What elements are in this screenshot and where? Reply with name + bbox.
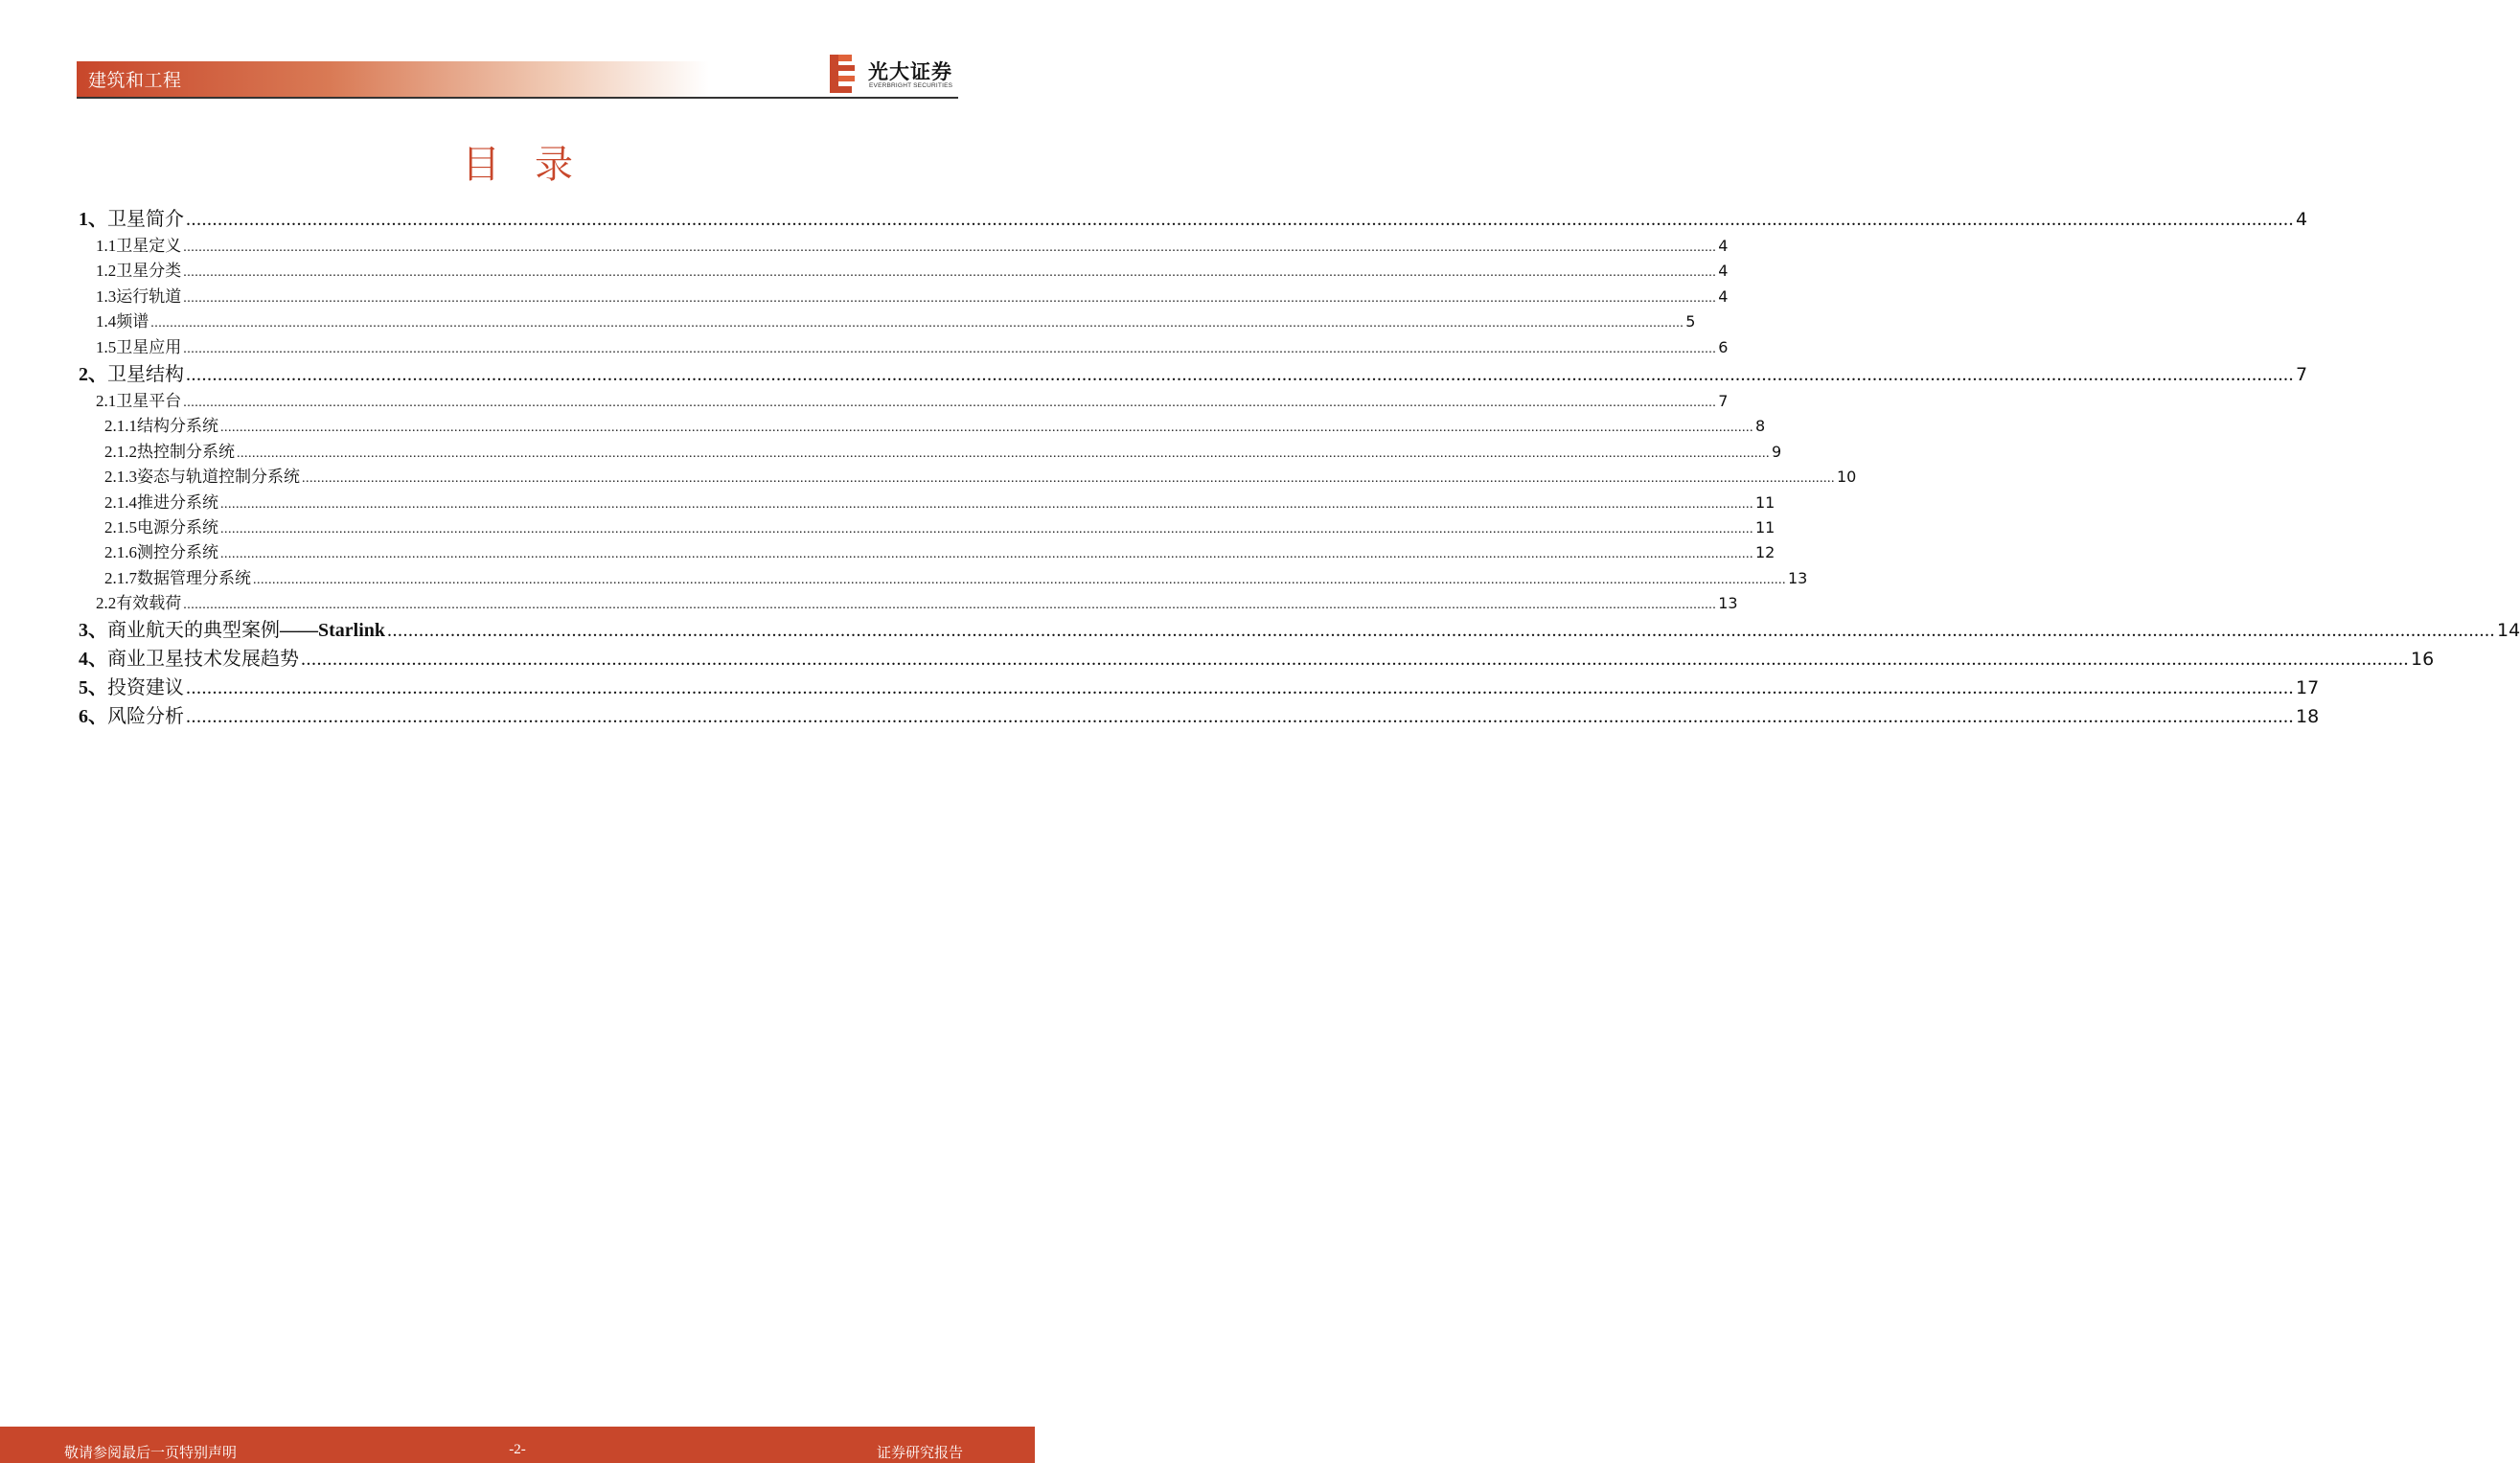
toc-entry-page: 12 <box>1755 543 1775 562</box>
toc-entry-label-text: 投资建议 <box>107 675 184 699</box>
toc-entry-page: 11 <box>1755 517 1775 537</box>
toc-entry-page: 17 <box>2296 677 2320 699</box>
logo-english-name: EVERBRIGHT SECURITIES <box>869 82 953 89</box>
toc-entry-page: 16 <box>2411 649 2435 671</box>
everbright-logo <box>830 55 960 93</box>
toc-entry-page: 10 <box>1837 468 1857 487</box>
page-number: -2- <box>509 1442 526 1457</box>
toc-entry-label-text: 卫星简介 <box>107 207 184 230</box>
toc-entry-page: 7 <box>2296 363 2308 385</box>
toc-entry[interactable] <box>79 333 1729 358</box>
toc-entry-number: 2.1.6 <box>104 543 137 562</box>
toc-entry-label <box>116 387 181 411</box>
toc-leader-dots: ................................................................................................................................................................................................................................................................................................................................................................................................................ <box>387 620 2496 642</box>
toc-entry-number: 2.1.4 <box>104 492 137 512</box>
toc-entry-label-text: 推进分系统 <box>137 492 218 513</box>
toc-entry-number: 6、 <box>79 706 107 728</box>
toc-entry-number: 2.1.5 <box>104 517 137 537</box>
toc-entry-label-text: 姿态与轨道控制分系统 <box>137 468 300 488</box>
toc-entry-number: 2.1.1 <box>104 417 137 436</box>
toc-entry[interactable] <box>79 463 1857 488</box>
toc-leader-dots: ................................................................................................................................................................................................................................................................................................................................................................................................................ <box>220 421 1753 436</box>
toc-entry-label <box>107 614 385 642</box>
toc-leader-dots: ................................................................................................................................................................................................................................................................................................................................................................................................................ <box>237 446 1770 461</box>
toc-entry-label-text: 电源分系统 <box>137 517 218 537</box>
toc-entry-label <box>116 333 181 357</box>
toc-entry-label-text: 热控制分系统 <box>137 442 235 462</box>
toc-entry-number: 1、 <box>79 209 107 230</box>
toc-entry-label <box>137 514 218 537</box>
toc-entry-page: 6 <box>1718 337 1729 356</box>
toc-entry-page: 13 <box>1788 568 1808 587</box>
toc-entry-page: 9 <box>1772 442 1782 461</box>
everbright-logo-icon <box>830 55 857 93</box>
toc-leader-dots: ................................................................................................................................................................................................................................................................................................................................................................................................................ <box>183 341 1717 356</box>
toc-entry-label-text: 有效载荷 <box>116 594 182 614</box>
toc-entry-label <box>116 308 149 331</box>
toc-entry[interactable] <box>79 308 1696 332</box>
toc-entry[interactable] <box>79 700 2320 729</box>
toc-entry-label <box>137 538 218 562</box>
toc-entry-number: 1.5 <box>96 337 117 356</box>
footer-report-type: 证券研究报告 <box>876 1444 963 1461</box>
toc-entry-label-text: 卫星平台 <box>116 391 182 411</box>
table-of-contents <box>79 203 2520 729</box>
toc-entry-label-text: 卫星分类 <box>116 262 182 282</box>
toc-leader-dots: ................................................................................................................................................................................................................................................................................................................................................................................................................ <box>183 290 1717 306</box>
toc-entry-number: 2.1.7 <box>104 568 137 587</box>
toc-entry-number: 4、 <box>79 649 107 671</box>
toc-entry-page: 14 <box>2497 620 2520 642</box>
toc-leader-dots: ................................................................................................................................................................................................................................................................................................................................................................................................................ <box>183 265 1717 281</box>
toc-leader-dots: ................................................................................................................................................................................................................................................................................................................................................................................................................ <box>183 395 1717 410</box>
toc-entry[interactable] <box>79 489 1775 514</box>
toc-leader-dots: ................................................................................................................................................................................................................................................................................................................................................................................................................ <box>186 706 2294 728</box>
toc-entry[interactable] <box>79 358 2308 387</box>
toc-entry-label-text: 卫星定义 <box>116 237 182 256</box>
toc-entry-label <box>107 203 184 231</box>
toc-leader-dots: ................................................................................................................................................................................................................................................................................................................................................................................................................ <box>150 316 1684 331</box>
toc-entry[interactable] <box>79 538 1775 563</box>
toc-entry-number: 1.2 <box>96 262 117 281</box>
toc-leader-dots: ................................................................................................................................................................................................................................................................................................................................................................................................................ <box>186 209 2294 230</box>
toc-entry[interactable] <box>79 564 1808 589</box>
toc-entry-number: 5、 <box>79 677 107 699</box>
toc-entry-page: 8 <box>1755 417 1766 436</box>
footer-disclaimer: 敬请参阅最后一页特别声明 <box>64 1444 238 1461</box>
toc-entry-label <box>116 257 181 281</box>
toc-entry-page: 18 <box>2296 706 2320 728</box>
toc-leader-dots: ................................................................................................................................................................................................................................................................................................................................................................................................................ <box>183 598 1717 613</box>
toc-leader-dots: ................................................................................................................................................................................................................................................................................................................................................................................................................ <box>253 572 1786 587</box>
toc-leader-dots: ................................................................................................................................................................................................................................................................................................................................................................................................................ <box>220 521 1753 537</box>
toc-entry-number: 1.3 <box>96 286 117 306</box>
toc-leader-dots: ................................................................................................................................................................................................................................................................................................................................................................................................................ <box>220 496 1753 512</box>
toc-entry-number: 2.1.2 <box>104 442 137 461</box>
toc-entry-label-text: 结构分系统 <box>137 417 218 437</box>
toc-leader-dots: ................................................................................................................................................................................................................................................................................................................................................................................................................ <box>186 677 2294 699</box>
toc-entry[interactable] <box>79 672 2320 700</box>
toc-entry-number: 2.1.3 <box>104 468 137 487</box>
toc-entry-label <box>137 412 218 436</box>
toc-entry-number: 1.1 <box>96 237 117 255</box>
toc-entry[interactable] <box>79 387 1729 412</box>
header-divider <box>77 97 958 99</box>
toc-leader-dots: ................................................................................................................................................................................................................................................................................................................................................................................................................ <box>220 547 1753 562</box>
toc-entry-label-text: 商业航天的典型案例 <box>107 618 280 642</box>
toc-entry-page: 5 <box>1685 312 1696 331</box>
logo-name: 光大证券 <box>868 60 952 83</box>
toc-entry-label-text: 卫星结构 <box>107 361 184 385</box>
toc-entry[interactable] <box>79 412 1766 437</box>
toc-entry[interactable] <box>79 514 1775 538</box>
toc-entry-number: 1.4 <box>96 312 117 331</box>
toc-entry-number: 2.2 <box>96 594 117 613</box>
toc-entry-number: 3、 <box>79 620 107 642</box>
toc-entry-label <box>116 283 181 307</box>
toc-entry-page: 4 <box>1718 262 1729 281</box>
section-title: 建筑和工程 <box>88 70 182 91</box>
toc-entry-label-text: 卫星应用 <box>116 337 182 357</box>
toc-leader-dots: ................................................................................................................................................................................................................................................................................................................................................................................................................ <box>183 240 1717 255</box>
toc-entry-page: 4 <box>1718 237 1729 255</box>
toc-entry[interactable] <box>79 203 2308 232</box>
toc-entry-number: 2、 <box>79 363 107 385</box>
page-title: 目录 <box>462 143 607 187</box>
toc-entry-page: 4 <box>1718 286 1729 306</box>
toc-entry-label-text: 数据管理分系统 <box>137 568 251 588</box>
toc-entry-label <box>116 589 181 613</box>
toc-entry-label <box>107 358 184 386</box>
toc-entry-page: 11 <box>1755 492 1775 512</box>
toc-entry-label <box>107 643 299 671</box>
toc-leader-dots: ................................................................................................................................................................................................................................................................................................................................................................................................................ <box>186 363 2294 385</box>
toc-entry-label-text: 测控分系统 <box>137 543 218 563</box>
toc-entry-label <box>137 564 251 588</box>
toc-entry-page: 13 <box>1718 594 1738 613</box>
toc-entry-label-text: 运行轨道 <box>116 286 182 307</box>
toc-entry-label <box>137 438 235 462</box>
toc-entry[interactable] <box>79 232 1729 257</box>
toc-entry[interactable] <box>79 283 1729 308</box>
toc-entry-label-text: 频谱 <box>116 312 149 332</box>
toc-entry-label-text: 风险分析 <box>107 704 184 728</box>
toc-leader-dots: ................................................................................................................................................................................................................................................................................................................................................................................................................ <box>301 649 2409 671</box>
toc-entry-page: 4 <box>2296 209 2308 230</box>
toc-entry-number: 2.1 <box>96 391 117 410</box>
toc-entry[interactable] <box>79 438 1782 463</box>
toc-entry-label <box>137 463 300 487</box>
toc-entry[interactable] <box>79 614 2520 643</box>
toc-entry-label <box>107 672 184 699</box>
toc-entry[interactable] <box>79 643 2435 672</box>
toc-entry-label <box>107 700 184 728</box>
toc-entry-label <box>116 232 181 256</box>
toc-entry-label-en: ——Starlink <box>280 620 386 642</box>
toc-entry[interactable] <box>79 257 1729 282</box>
toc-entry-label <box>137 489 218 513</box>
toc-entry[interactable] <box>79 589 1738 614</box>
toc-leader-dots: ................................................................................................................................................................................................................................................................................................................................................................................................................ <box>302 471 1835 487</box>
toc-entry-label-text: 商业卫星技术发展趋势 <box>107 647 299 671</box>
toc-entry-page: 7 <box>1718 391 1729 410</box>
